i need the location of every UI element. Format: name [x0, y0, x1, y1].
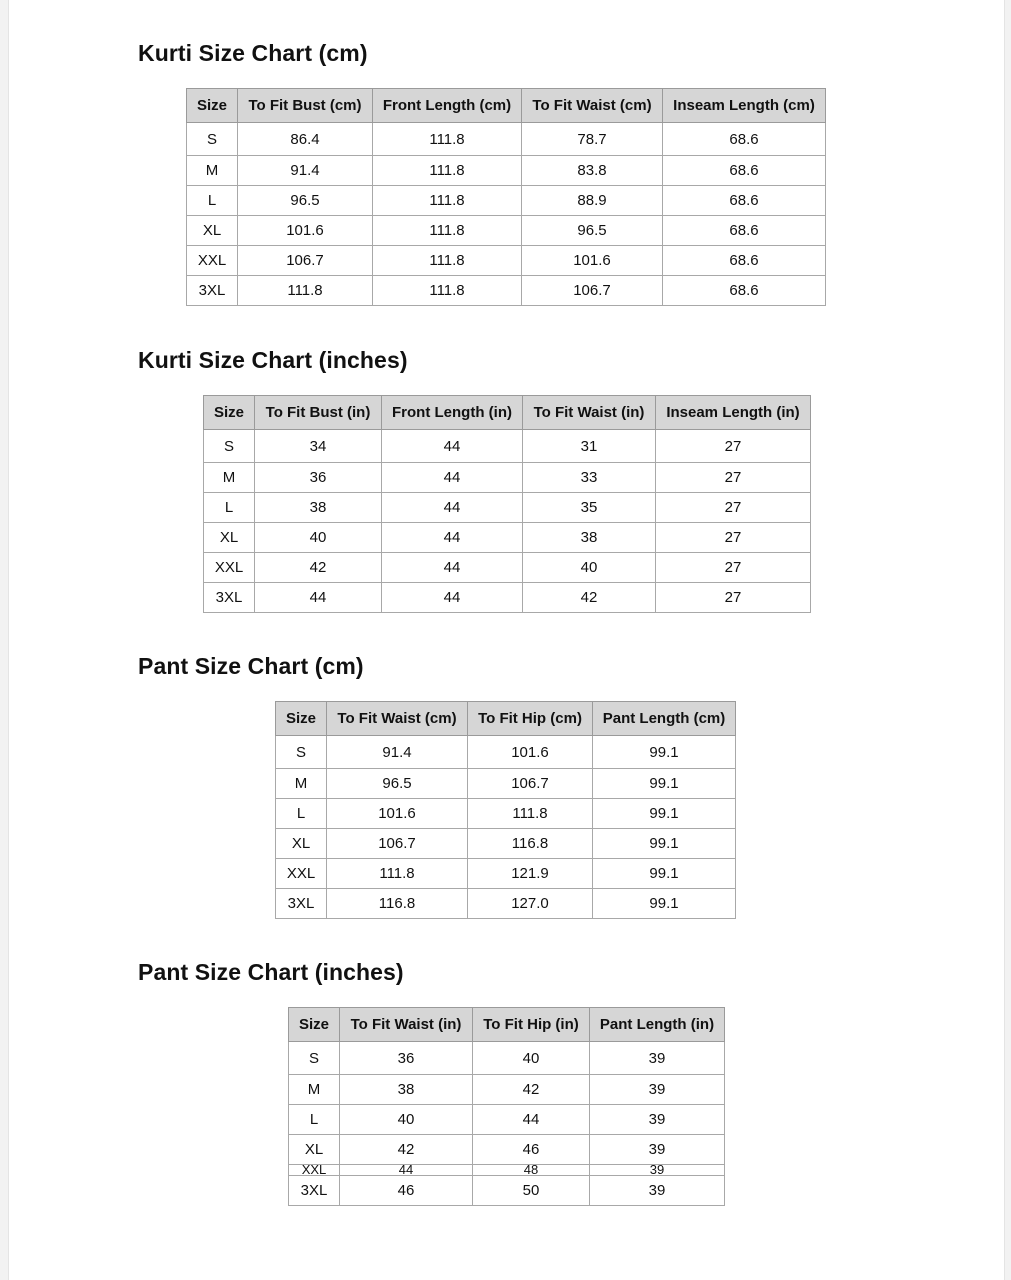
table-row: [204, 493, 811, 523]
column-header: To Fit Bust (cm): [238, 89, 373, 123]
table-cell: XL: [204, 523, 255, 553]
table-cell: 68.6: [663, 186, 826, 216]
table-cell: 96.5: [238, 186, 373, 216]
table-row: [204, 523, 811, 553]
table-cell: M: [204, 463, 255, 493]
table-cell: 68.6: [663, 276, 826, 306]
table-cell: S: [187, 123, 238, 156]
table-cell: 42: [340, 1135, 473, 1165]
table-row: [187, 216, 826, 246]
table-cell: 116.8: [468, 829, 593, 859]
column-header: To Fit Waist (in): [523, 396, 656, 430]
table-cell: 99.1: [593, 799, 736, 829]
table-row: [204, 583, 811, 613]
table-cell: 3XL: [276, 889, 327, 919]
table-cell: 44: [473, 1105, 590, 1135]
table-cell: M: [276, 769, 327, 799]
table-cell: 3XL: [289, 1176, 340, 1206]
column-header: Inseam Length (in): [656, 396, 811, 430]
table-cell: 111.8: [373, 156, 522, 186]
table-row: [276, 769, 736, 799]
column-header: To Fit Hip (cm): [468, 702, 593, 736]
table-cell: 44: [340, 1165, 473, 1176]
pant-cm-title: Pant Size Chart (cm): [138, 653, 364, 679]
column-header: Pant Length (in): [590, 1008, 725, 1042]
table-cell: 27: [656, 523, 811, 553]
table-cell: 27: [656, 553, 811, 583]
table-cell: 101.6: [327, 799, 468, 829]
kurti-size-table-inches: [203, 395, 811, 613]
table-row: [276, 736, 736, 769]
table-cell: 46: [473, 1135, 590, 1165]
table-row: [187, 186, 826, 216]
table-cell: 42: [473, 1075, 590, 1105]
pant-size-table-cm: [275, 701, 736, 919]
column-header: To Fit Waist (cm): [327, 702, 468, 736]
column-header: Size: [204, 396, 255, 430]
column-header: Size: [276, 702, 327, 736]
table-cell: 111.8: [373, 246, 522, 276]
table-row: [289, 1165, 725, 1176]
table-cell: XXL: [276, 859, 327, 889]
column-header: To Fit Hip (in): [473, 1008, 590, 1042]
table-cell: 27: [656, 493, 811, 523]
table-row: [289, 1042, 725, 1075]
table-cell: 48: [473, 1165, 590, 1176]
table-cell: 86.4: [238, 123, 373, 156]
table-cell: XL: [276, 829, 327, 859]
table-cell: 40: [523, 553, 656, 583]
table-cell: 106.7: [327, 829, 468, 859]
table-cell: 27: [656, 430, 811, 463]
table-cell: 116.8: [327, 889, 468, 919]
table-cell: 44: [382, 463, 523, 493]
table-cell: 40: [255, 523, 382, 553]
column-header: Inseam Length (cm): [663, 89, 826, 123]
column-header: Front Length (in): [382, 396, 523, 430]
table-header-row: [276, 702, 736, 736]
table-cell: 111.8: [468, 799, 593, 829]
table-cell: 127.0: [468, 889, 593, 919]
kurti-inches-title: Kurti Size Chart (inches): [138, 347, 408, 373]
table-cell: L: [204, 493, 255, 523]
table-cell: 38: [255, 493, 382, 523]
kurti-cm-title: Kurti Size Chart (cm): [138, 40, 368, 66]
table-cell: 78.7: [522, 123, 663, 156]
table-cell: 3XL: [187, 276, 238, 306]
table-cell: 36: [255, 463, 382, 493]
table-cell: 68.6: [663, 246, 826, 276]
column-header: Size: [187, 89, 238, 123]
table-row: [276, 799, 736, 829]
table-cell: 39: [590, 1042, 725, 1075]
table-cell: L: [276, 799, 327, 829]
table-cell: 36: [340, 1042, 473, 1075]
table-cell: 39: [590, 1105, 725, 1135]
table-cell: 111.8: [373, 276, 522, 306]
document-page: [8, 0, 1005, 1280]
table-cell: 39: [590, 1165, 725, 1176]
table-cell: 33: [523, 463, 656, 493]
table-cell: 106.7: [238, 246, 373, 276]
table-cell: 34: [255, 430, 382, 463]
table-cell: 106.7: [522, 276, 663, 306]
table-cell: S: [204, 430, 255, 463]
table-cell: 40: [340, 1105, 473, 1135]
table-header-row: [187, 89, 826, 123]
column-header: To Fit Bust (in): [255, 396, 382, 430]
table-cell: 35: [523, 493, 656, 523]
table-row: [187, 156, 826, 186]
table-cell: XL: [289, 1135, 340, 1165]
table-cell: XXL: [289, 1165, 340, 1176]
table-cell: 27: [656, 583, 811, 613]
table-cell: 111.8: [238, 276, 373, 306]
table-row: [204, 553, 811, 583]
table-row: [187, 246, 826, 276]
table-row: [289, 1135, 725, 1165]
table-cell: 39: [590, 1176, 725, 1206]
table-cell: S: [289, 1042, 340, 1075]
pant-inches-title: Pant Size Chart (inches): [138, 959, 404, 985]
table-cell: 121.9: [468, 859, 593, 889]
table-cell: L: [289, 1105, 340, 1135]
table-cell: 44: [255, 583, 382, 613]
table-row: [204, 463, 811, 493]
column-header: To Fit Waist (in): [340, 1008, 473, 1042]
table-cell: 42: [523, 583, 656, 613]
table-cell: 96.5: [327, 769, 468, 799]
column-header: Pant Length (cm): [593, 702, 736, 736]
table-cell: 44: [382, 493, 523, 523]
table-cell: S: [276, 736, 327, 769]
table-cell: 99.1: [593, 769, 736, 799]
table-cell: 46: [340, 1176, 473, 1206]
table-cell: 38: [340, 1075, 473, 1105]
table-row: [276, 829, 736, 859]
table-cell: 111.8: [373, 186, 522, 216]
table-cell: 39: [590, 1135, 725, 1165]
table-cell: 3XL: [204, 583, 255, 613]
table-row: [289, 1075, 725, 1105]
table-cell: 40: [473, 1042, 590, 1075]
table-cell: 101.6: [468, 736, 593, 769]
table-cell: 44: [382, 553, 523, 583]
table-header-row: [289, 1008, 725, 1042]
pant-size-table-inches: [288, 1007, 725, 1206]
table-row: [187, 276, 826, 306]
table-row: [289, 1105, 725, 1135]
column-header: Size: [289, 1008, 340, 1042]
table-row: [289, 1176, 725, 1206]
table-cell: L: [187, 186, 238, 216]
table-cell: XL: [187, 216, 238, 246]
kurti-size-table-cm: [186, 88, 826, 306]
table-cell: 99.1: [593, 829, 736, 859]
column-header: To Fit Waist (cm): [522, 89, 663, 123]
table-cell: 39: [590, 1075, 725, 1105]
table-cell: 99.1: [593, 889, 736, 919]
table-row: [187, 123, 826, 156]
table-header-row: [204, 396, 811, 430]
table-cell: 111.8: [373, 216, 522, 246]
table-cell: 99.1: [593, 736, 736, 769]
table-cell: M: [187, 156, 238, 186]
table-cell: 68.6: [663, 216, 826, 246]
table-cell: XXL: [204, 553, 255, 583]
table-row: [276, 859, 736, 889]
table-cell: XXL: [187, 246, 238, 276]
table-cell: 91.4: [327, 736, 468, 769]
table-cell: 96.5: [522, 216, 663, 246]
table-cell: 50: [473, 1176, 590, 1206]
table-cell: 91.4: [238, 156, 373, 186]
table-cell: 38: [523, 523, 656, 553]
table-cell: 44: [382, 583, 523, 613]
table-cell: 27: [656, 463, 811, 493]
table-cell: 111.8: [373, 123, 522, 156]
column-header: Front Length (cm): [373, 89, 522, 123]
table-cell: 83.8: [522, 156, 663, 186]
table-cell: 101.6: [522, 246, 663, 276]
table-cell: 44: [382, 430, 523, 463]
table-cell: 88.9: [522, 186, 663, 216]
table-cell: 111.8: [327, 859, 468, 889]
table-cell: 101.6: [238, 216, 373, 246]
table-cell: 68.6: [663, 156, 826, 186]
table-cell: 31: [523, 430, 656, 463]
table-row: [276, 889, 736, 919]
table-cell: 42: [255, 553, 382, 583]
table-cell: M: [289, 1075, 340, 1105]
table-row: [204, 430, 811, 463]
table-cell: 68.6: [663, 123, 826, 156]
table-cell: 44: [382, 523, 523, 553]
table-cell: 106.7: [468, 769, 593, 799]
table-cell: 99.1: [593, 859, 736, 889]
